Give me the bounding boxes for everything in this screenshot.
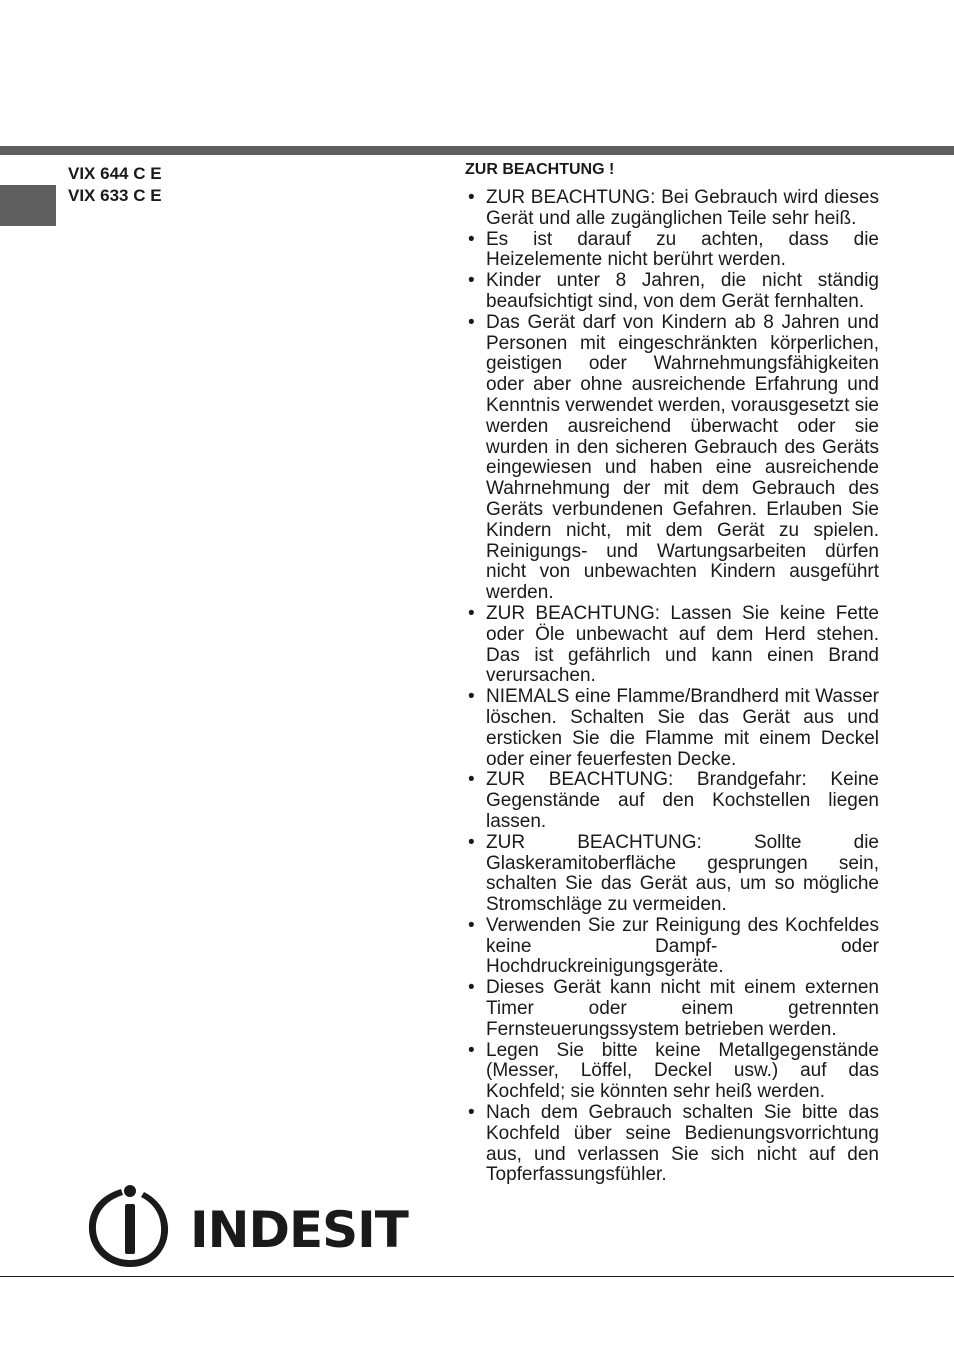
note-text: NIEMALS eine Flamme/Brandherd mit Wasser löschen. Schalten Sie das Gerät aus und ersticken Sie die Flamme mit einem Deckel oder einer feuerfesten Decke. [486, 686, 879, 770]
note-text: Legen Sie bitte keine Metallgegenstände (Messer, Löffel, Deckel usw.) auf das Kochfeld; sie könnten sehr heiß werden. [486, 1039, 879, 1103]
section-title: ZUR BEACHTUNG ! [465, 161, 615, 178]
indesit-i-logo-icon [89, 1185, 168, 1267]
safety-notes-list [466, 188, 879, 1186]
note-text: Dieses Gerät kann nicht mit einem externen Timer oder einem getrennten Fernsteuerungssystem betrieben werden. [486, 977, 879, 1040]
side-tab-marker [0, 185, 56, 226]
note-text: ZUR BEACHTUNG: Bei Gebrauch wird dieses Gerät und alle zugänglichen Teile sehr heiß. [486, 187, 879, 229]
model-list [68, 163, 162, 207]
safety-note [466, 1041, 879, 1103]
note-text: Kinder unter 8 Jahren, die nicht ständig beaufsichtigt sind, von dem Gerät fernhalten. [486, 270, 879, 312]
safety-note [466, 188, 879, 230]
note-text: ZUR BEACHTUNG: Lassen Sie keine Fette oder Öle unbewacht auf dem Herd stehen. Das ist gefährlich und kann einen Brand verursachen. [486, 602, 879, 687]
note-text: Es ist darauf zu achten, dass die Heizelemente nicht berührt werden. [486, 228, 879, 271]
note-text: Nach dem Gebrauch schalten Sie bitte das Kochfeld über seine Bedienungsvorrichtung aus, und verlassen Sie sich nicht auf den Topferfassungsfühler. [486, 1102, 879, 1186]
bullet-icon: • [468, 769, 475, 791]
safety-note [466, 230, 879, 272]
note-text: ZUR BEACHTUNG: Sollte die Glaskeramitoberfläche gesprungen sein, schalten Sie das Gerät aus, um so mögliche Stromschläge zu vermeiden. [486, 831, 879, 916]
bullet-icon: • [468, 977, 475, 999]
safety-note [466, 1103, 879, 1186]
note-text: ZUR BEACHTUNG: Brandgefahr: Keine Gegenstände auf den Kochstellen liegen lassen. [486, 769, 879, 832]
bullet-icon: • [468, 187, 475, 208]
bullet-icon: • [468, 270, 475, 292]
bullet-icon: • [468, 1039, 475, 1061]
safety-note [466, 687, 879, 770]
safety-note [466, 978, 879, 1040]
safety-note [466, 313, 879, 604]
safety-note [466, 916, 879, 978]
model-name: VIX 644 C E [68, 164, 162, 183]
logo-wordmark: INDESIT [190, 1201, 408, 1259]
note-text: Das Gerät darf von Kindern ab 8 Jahren und Personen mit eingeschränkten körperlichen, geistigen oder Wahrnehmungsfähigkeiten oder aber ohne ausreichende Erfahrung und Kenntnis verwendet werden, vorausgesetzt sie werden ausreichend überwacht oder sie wurden in den sicheren Gebrauch des Geräts eingewiesen und haben eine ausreichende Wahrnehmung der mit dem Gebrauch des Geräts verbundenen Gefahren. Erlauben Sie Kindern nicht, mit dem Gerät zu spielen. Reinigungs- und Wartungsarbeiten dürfen nicht von unbewachten Kindern ausgeführt werden. [486, 311, 879, 604]
note-text: Verwenden Sie zur Reinigung des Kochfeldes keine Dampf- oder Hochdruckreinigungsgeräte. [486, 914, 879, 978]
bullet-icon: • [468, 686, 475, 708]
bullet-icon: • [468, 228, 475, 250]
bullet-icon: • [468, 1102, 475, 1124]
bullet-icon: • [468, 602, 475, 624]
bullet-icon: • [468, 831, 475, 853]
indesit-logo [86, 1180, 410, 1270]
bullet-icon: • [468, 914, 475, 936]
top-rule [0, 146, 954, 155]
bottom-rule [0, 1276, 954, 1277]
bullet-icon: • [468, 311, 475, 333]
safety-note [466, 770, 879, 832]
safety-note [466, 604, 879, 687]
safety-note [466, 833, 879, 916]
model-name: VIX 633 C E [68, 186, 162, 205]
safety-note [466, 271, 879, 313]
